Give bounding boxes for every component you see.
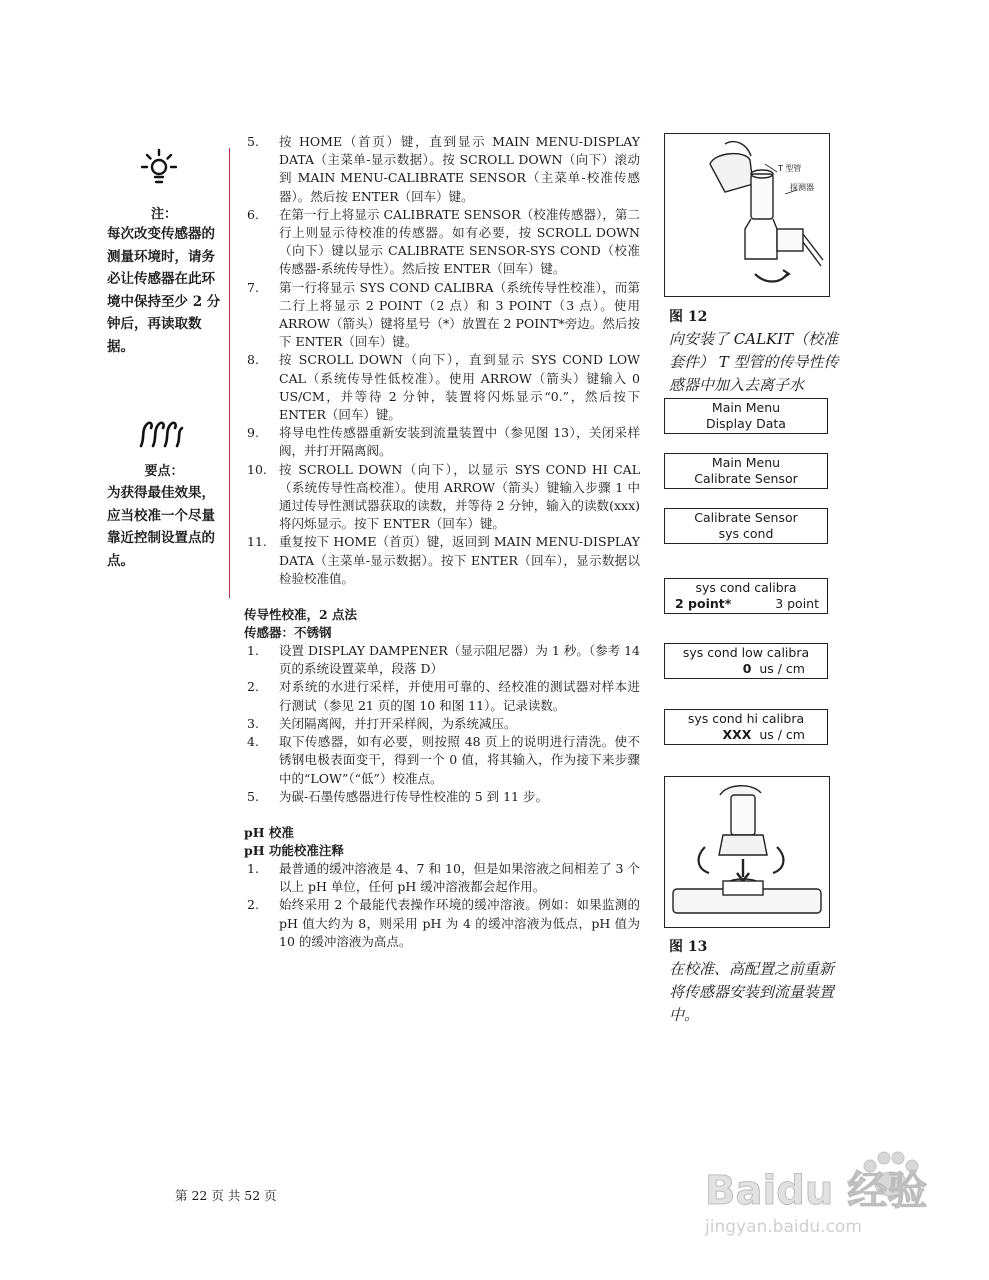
- step-list-sys-cond: [244, 133, 640, 588]
- list-item: 5. 按 HOME（首页）键，直到显示 MAIN MENU-DISPLAY DATA（主菜单-显示数据）。按 SCROLL DOWN（向下）滚动到 MAIN MENU-CALIBRATE SENSOR（主菜单-校准传感器）。然后按 ENTER（回车）键。: [247, 134, 640, 204]
- list-item: 10. 按 SCROLL DOWN（向下），以显示 SYS COND HI CAL（系统传导性高校准）。使用 ARROW（箭头）键输入步骤 1 中通过传导性测试器获取的读数，并等待 2 分钟，输入的读数(xxx)将闪烁显示。按下 ENTER（回车）键。: [247, 461, 640, 532]
- step-list-two-point: [244, 642, 640, 806]
- list-item: 8. 按 SCROLL DOWN（向下），直到显示 SYS COND LOW CAL（系统传导性低校准）。使用 ARROW（箭头）键输入 0 US/CM，并等待 2 分钟，装置将闪烁显示“0.”，然后按下 ENTER（回车）键。: [247, 352, 640, 423]
- lcd-display-hi-calibra: [664, 709, 828, 745]
- section-title: 传导性校准，2 点法: [244, 607, 358, 623]
- lcd-option-2-point: 2 point*: [675, 596, 732, 611]
- lcd-line-2: [665, 727, 827, 743]
- lcd-line-1: Main Menu: [711, 455, 781, 470]
- figure-12-label: 图 12: [669, 309, 708, 325]
- list-item: 6. 在第一行上将显示 CALIBRATE SENSOR（校准传感器），第二行上则显示待校准的传感器。如有必要，按 SCROLL DOWN（向下）键以显示 CALIBRATE SENSOR-SYS COND（校准传感器-系统传导性）。然后按 ENTER（回车）键。: [247, 206, 640, 277]
- lcd-value: 0: [742, 661, 752, 676]
- main-content: [244, 133, 640, 951]
- list-item: 1. 最普通的缓冲溶液是 4、7 和 10，但是如果溶液之间相差了 3 个以上 pH 单位，任何 pH 缓冲溶液都会起作用。: [247, 860, 640, 895]
- watermark-brand: Baidu 经验: [705, 1168, 928, 1214]
- margin-rule: [229, 148, 230, 598]
- lcd-display-sys-cond-calibra: [664, 578, 828, 614]
- lcd-display-calibrate-sensor: [664, 453, 828, 489]
- lcd-option-3-point: 3 point: [775, 596, 819, 611]
- lcd-display-main-menu: [664, 398, 828, 434]
- lcd-line-2: Calibrate Sensor: [694, 471, 798, 486]
- figure-13-caption: 在校准、高配置之前重新将传感器安装到流量装置中。: [669, 960, 835, 1024]
- callout-tee: T 型管: [778, 164, 802, 173]
- lcd-line-1: Main Menu: [711, 400, 781, 415]
- watermark-url: jingyan.baidu.com: [705, 1217, 862, 1237]
- sensor-tee-illustration: [665, 134, 829, 296]
- lcd-line-2: sys cond: [718, 526, 774, 541]
- section-subtitle: pH 功能校准注释: [244, 842, 344, 858]
- list-item: 5. 为碳-石墨传感器进行传导性校准的 5 到 11 步。: [247, 788, 548, 804]
- lcd-line-1: sys cond calibra: [695, 580, 797, 595]
- list-item: 2. 对系统的水进行采样，并使用可靠的、经校准的测试器对样本进行测试（参见 21 页的图 10 和图 11）。记录读数。: [247, 679, 640, 713]
- lcd-value: XXX: [722, 727, 752, 742]
- lcd-unit: us / cm: [759, 727, 805, 742]
- step-list-ph: [244, 860, 640, 951]
- figure-13-label: 图 13: [669, 939, 708, 955]
- lcd-line-2: [665, 596, 827, 612]
- lightbulb-icon: [141, 148, 177, 188]
- lcd-display-low-calibra: [664, 643, 828, 679]
- key-text: 为获得最佳效果，应当校准一个尽量靠近控制设置点的点。: [107, 485, 215, 569]
- figure-13-illustration: [664, 776, 830, 928]
- lcd-line-2: Display Data: [706, 416, 786, 431]
- list-item: 11. 重复按下 HOME（首页）键，返回到 MAIN MENU-DISPLAY DATA（主菜单-显示数据）。按下 ENTER（回车），显示数据以检验校准值。: [247, 534, 640, 586]
- list-item: 4. 取下传感器，如有必要，则按照 48 页上的说明进行清洗。使不锈钢电极表面变干，得到一个 0 值，将其输入，作为接下来步骤中的“LOW”（“低”）校准点。: [247, 734, 640, 786]
- lcd-line-1: Calibrate Sensor: [694, 510, 798, 525]
- note-text: 每次改变传感器的测量环境时，请务必让传感器在此环境中保持至少 2 分钟后，再读取数据。: [107, 226, 221, 355]
- list-item: 3. 关闭隔离阀，并打开采样阀，为系统减压。: [247, 715, 517, 731]
- key-title: 要点：: [144, 464, 184, 479]
- list-item: 7. 第一行将显示 SYS COND CALIBRA（系统传导性校准），而第二行上将显示 2 POINT（2 点）和 3 POINT（3 点）。使用 ARROW（箭头）键将星号（*）放置在 2 POINT*旁边。然后按下 ENTER（回车）键。: [247, 279, 640, 350]
- lcd-line-1: sys cond hi calibra: [687, 711, 805, 726]
- key-hand-icon: [137, 418, 185, 448]
- figure-12-caption: 向安装了 CALKIT（校准套件） T 型管的传导性传感器中加入去离子水: [669, 330, 839, 394]
- sensor-install-illustration: [665, 777, 829, 927]
- lcd-display-sys-cond: [664, 508, 828, 544]
- lcd-line-2: [665, 661, 827, 677]
- section-title: pH 校准: [244, 824, 294, 840]
- list-item: 2. 始终采用 2 个最能代表操作环境的缓冲溶液。例如：如果监测的 pH 值大约为 8，则采用 pH 为 4 的缓冲溶液为低点，pH 值为 10 的缓冲溶液为高点。: [247, 897, 640, 949]
- lcd-line-1: sys cond low calibra: [682, 645, 810, 660]
- list-item: 9. 将导电性传感器重新安装到流量装置中（参见图 13），关闭采样阀，并打开隔离阀。: [247, 425, 640, 459]
- callout-probe: 探测器: [790, 183, 814, 192]
- note-title: 注：: [150, 207, 177, 222]
- lcd-unit: us / cm: [759, 661, 805, 676]
- figure-12-illustration: [664, 133, 830, 297]
- baidu-watermark: [700, 1144, 940, 1244]
- page-footer: 第 22 页 共 52 页: [175, 1188, 277, 1203]
- section-subtitle: 传感器：不锈钢: [244, 625, 332, 641]
- list-item: 1. 设置 DISPLAY DAMPENER（显示阻尼器）为 1 秒。（参考 14 页的系统设置菜单，段落 D）: [247, 643, 640, 677]
